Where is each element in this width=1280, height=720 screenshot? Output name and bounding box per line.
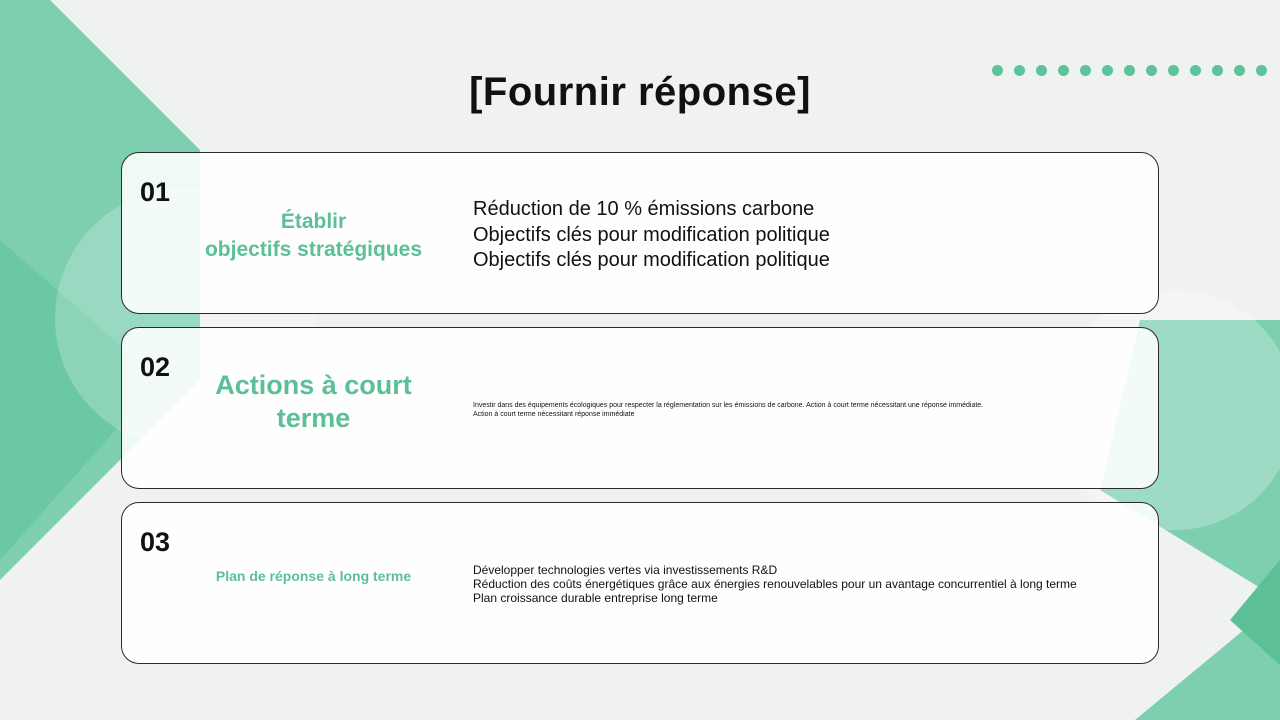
step-label xyxy=(186,153,441,313)
step-description xyxy=(473,401,1138,419)
description-line: Plan croissance durable entreprise long terme xyxy=(473,591,718,605)
step-label-text: Plan de réponse à long terme xyxy=(215,568,412,584)
step-label-line: objectifs stratégiques xyxy=(204,238,423,261)
step-card-01 xyxy=(121,152,1159,314)
step-description xyxy=(473,197,1138,274)
step-number: 03 xyxy=(140,527,171,557)
step-label-line: Établir xyxy=(280,210,347,233)
description-line: Objectifs clés pour modification politique xyxy=(473,249,830,271)
step-label-line: terme xyxy=(276,403,351,433)
description-line: Investir dans des équipements écologiques pour respecter la réglementation sur les émissions de carbone. Action à court terme nécessitant une réponse immédiate. xyxy=(473,402,984,409)
description-line: Réduction de 10 % émissions carbone xyxy=(473,198,815,220)
step-label xyxy=(186,328,441,488)
step-card-02 xyxy=(121,327,1159,489)
step-card-03 xyxy=(121,502,1159,664)
step-number: 02 xyxy=(140,352,171,382)
step-description xyxy=(473,563,1138,605)
step-number: 01 xyxy=(140,177,171,207)
step-label-line: Actions à court xyxy=(215,370,412,400)
description-line: Développer technologies vertes via investissements R&D xyxy=(473,563,778,577)
description-line: Objectifs clés pour modification politique xyxy=(473,223,830,246)
description-line: Réduction des coûts énergétiques grâce aux énergies renouvelables pour un avantage concurrentiel à long terme xyxy=(473,577,1077,591)
page-title: [Fournir réponse] xyxy=(469,70,811,114)
description-line: Action à court terme nécessitant réponse immédiate xyxy=(473,411,635,418)
step-label xyxy=(186,503,441,663)
